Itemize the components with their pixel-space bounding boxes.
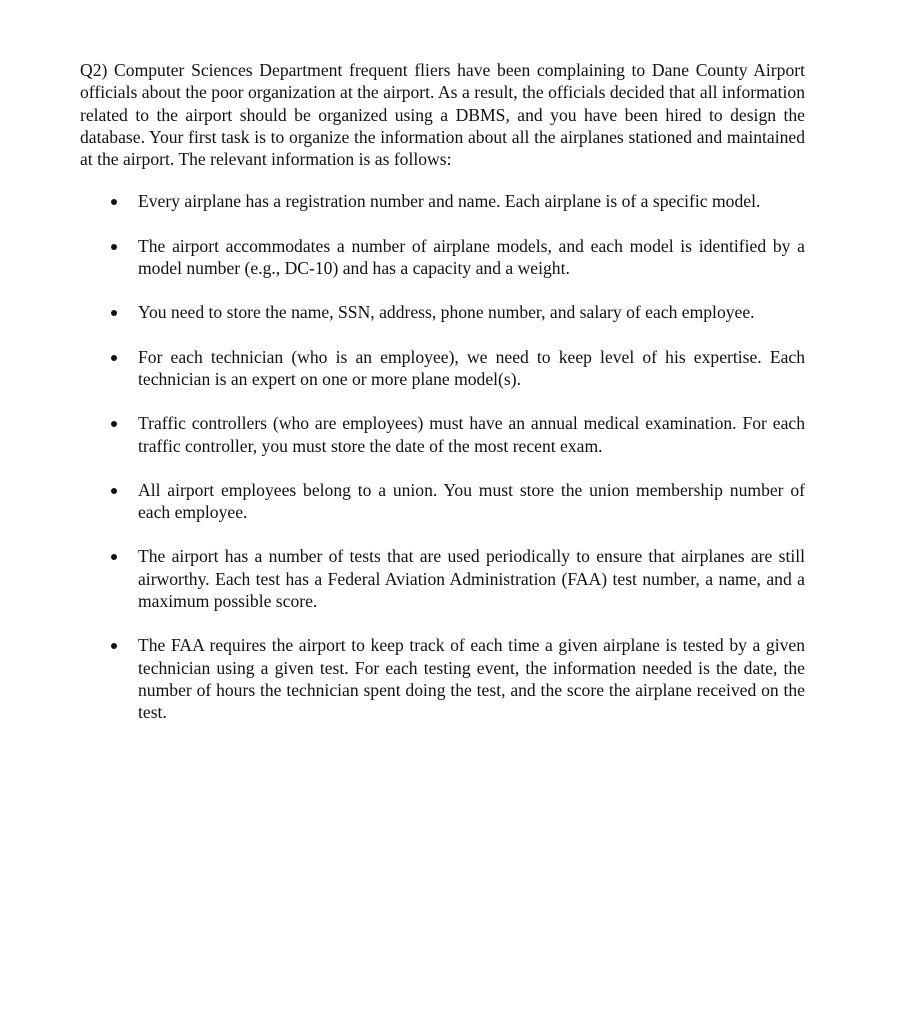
- list-item-text: For each technician (who is an employee), we need to keep level of his expertise. Each technician is an expert on one or more plane model(s).: [138, 346, 805, 389]
- bullet-icon: [111, 244, 117, 250]
- bullet-icon: [111, 310, 117, 316]
- list-item: [80, 412, 805, 457]
- list-item-text: The airport has a number of tests that are used periodically to ensure that airplanes are still airworthy. Each test has a Federal Aviation Administration (FAA) test number, a name, and a maximum possible score.: [138, 546, 805, 612]
- list-item-text: Traffic controllers (who are employees) must have an annual medical examination. For each traffic controller, you must store the date of the most recent exam.: [138, 413, 805, 456]
- document-page: [80, 59, 805, 746]
- list-item: [80, 479, 805, 524]
- question-intro: Q2) Computer Sciences Department frequent fliers have been complaining to Dane County Airport officials about the poor organization at the airport. As a result, the officials decided that all information related to the airport should be organized using a DBMS, and you have been hired to design the database. Your first task is to organize the information about all the airplanes stationed and maintained at the airport. The relevant information is as follows:: [80, 60, 805, 170]
- list-item: [80, 235, 805, 280]
- bullet-icon: [111, 421, 117, 427]
- list-item-text: The airport accommodates a number of airplane models, and each model is identified by a model number (e.g., DC-10) and has a capacity and a weight.: [138, 235, 805, 279]
- bullet-icon: [111, 199, 117, 205]
- list-item: [80, 301, 805, 323]
- list-item: [80, 634, 805, 723]
- list-item-text: All airport employees belong to a union. You must store the union membership number of each employee.: [138, 479, 805, 523]
- bullet-icon: [111, 643, 117, 649]
- list-item: [80, 190, 805, 212]
- bullet-icon: [111, 355, 117, 361]
- list-item-text: You need to store the name, SSN, address, phone number, and salary of each employee.: [138, 302, 755, 323]
- bullet-icon: [111, 488, 117, 494]
- requirements-list: [80, 190, 805, 723]
- bullet-icon: [111, 554, 117, 560]
- list-item: [80, 545, 805, 612]
- list-item: [80, 346, 805, 391]
- list-item-text: The FAA requires the airport to keep track of each time a given airplane is tested by a given technician using a given test. For each testing event, the information needed is the date, the number of hours the technician spent doing the test, and the score the airplane received on the test.: [138, 635, 805, 723]
- list-item-text: Every airplane has a registration number and name. Each airplane is of a specific model.: [138, 191, 761, 212]
